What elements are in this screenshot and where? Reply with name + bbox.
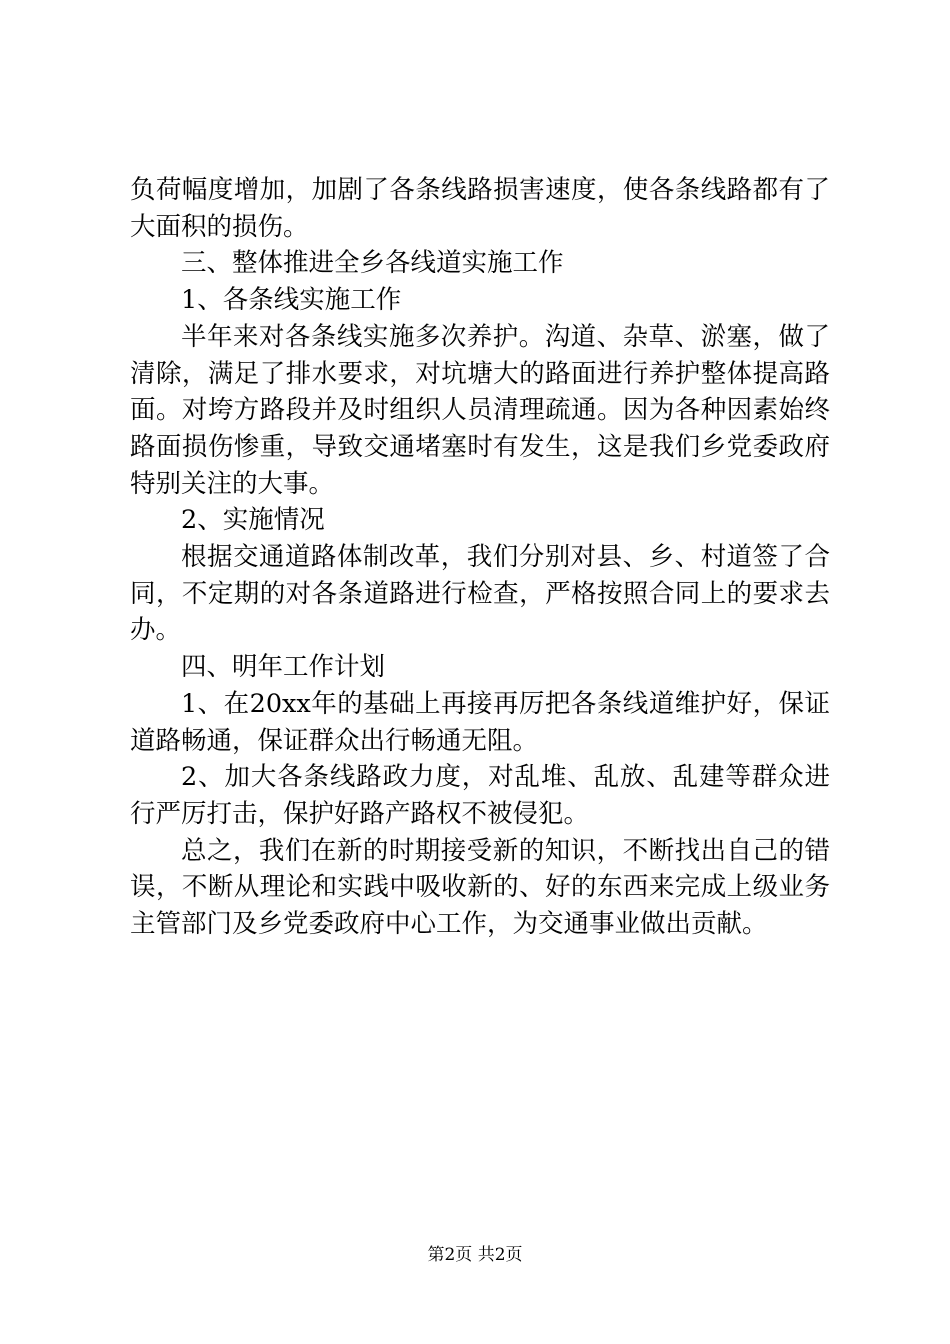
document-body [130, 172, 830, 943]
paragraph-maintenance: 半年来对各条线实施多次养护。沟道、杂草、淤塞，做了清除，满足了排水要求，对坑塘大的路面进行养护整体提高路面。对垮方路段并及时组织人员清理疏通。因为各种因素始终路面损伤惨重，导致交通堵塞时有发生，这是我们乡党委政府特别关注的大事。 [130, 321, 830, 499]
page-footer [0, 1244, 950, 1266]
section-heading-4: 四、明年工作计划 [181, 652, 386, 683]
paragraph-continuation: 负荷幅度增加，加剧了各条线路损害速度，使各条线路都有了大面积的损伤。 [130, 175, 830, 242]
plan-item-2: 2、加大各条线路政力度，对乱堆、乱放、乱建等群众进行严厉打击，保护好路产路权不被侵犯。 [130, 762, 830, 829]
paragraph-conclusion: 总之，我们在新的时期接受新的知识，不断找出自己的错误，不断从理论和实践中吸收新的、好的东西来完成上级业务主管部门及乡党委政府中心工作，为交通事业做出贡献。 [130, 835, 830, 940]
subheading-3-2: 2、实施情况 [181, 505, 325, 536]
subheading-3-1: 1、各条线实施工作 [181, 285, 402, 316]
page-number-label: 第2页 共2页 [427, 1245, 523, 1265]
paragraph-contracts: 根据交通道路体制改革，我们分别对县、乡、村道签了合同，不定期的对各条道路进行检查，严格按照合同上的要求去办。 [130, 542, 830, 646]
plan-item-1: 1、在20xx年的基础上再接再厉把各条线道维护好，保证道路畅通，保证群众出行畅通无阻。 [130, 688, 830, 756]
section-heading-3: 三、整体推进全乡各线道实施工作 [181, 248, 564, 279]
